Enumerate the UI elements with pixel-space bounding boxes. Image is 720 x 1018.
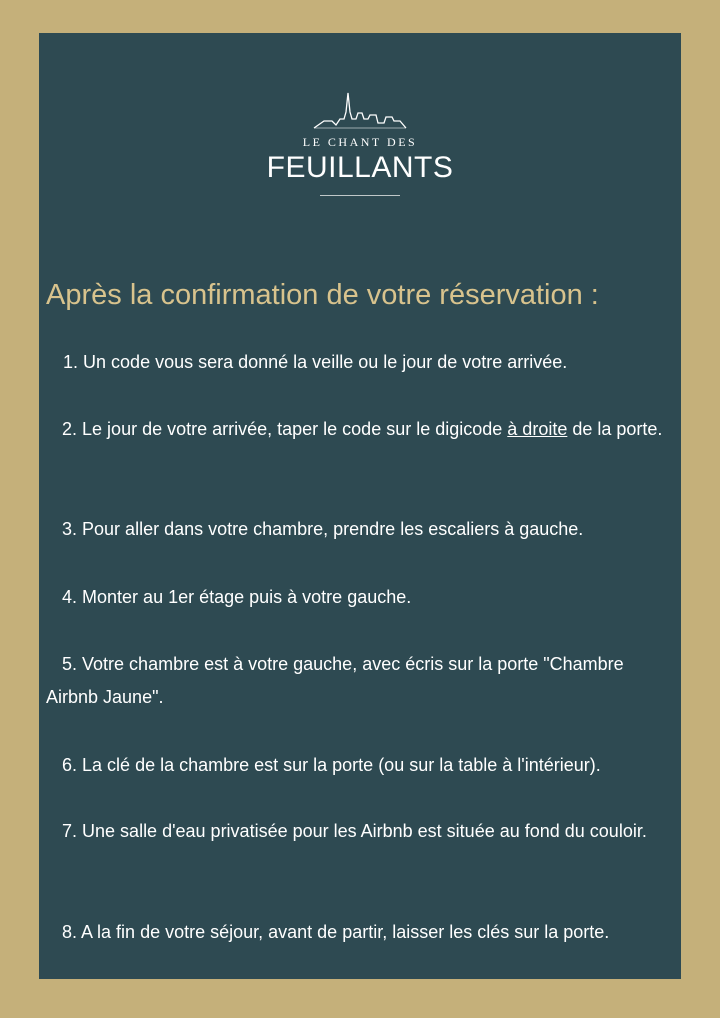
logo-line-big: FEUILLANTS (266, 151, 454, 184)
logo-divider (320, 195, 400, 196)
step-4 (46, 581, 674, 614)
step-1 (46, 346, 674, 379)
step-8 (46, 916, 674, 949)
step-number: 3. (62, 519, 78, 539)
step-text: Pour aller dans votre chambre, prendre les escaliers à gauche. (82, 519, 584, 539)
step-6 (46, 749, 674, 782)
logo-line-small: LE CHANT DES (302, 135, 418, 149)
step-number: 4. (62, 587, 78, 607)
step-text: La clé de la chambre est sur la porte (ou sur la table à l'intérieur). (82, 755, 601, 775)
step-number: 6. (62, 755, 78, 775)
step-number: 5. (62, 654, 78, 674)
instruction-panel (39, 33, 681, 979)
step-text-after: de la porte. (572, 419, 663, 439)
step-text: Monter au 1er étage puis à votre gauche. (82, 587, 412, 607)
step-text: A la fin de votre séjour, avant de partir, laisser les clés sur la porte. (81, 922, 610, 942)
step-2 (46, 413, 674, 446)
skyline-icon (310, 91, 410, 129)
step-text: Une salle d'eau privatisée pour les Airbnb est située au fond du couloir. (82, 821, 647, 841)
step-7 (46, 815, 674, 848)
brand-logo (39, 91, 681, 196)
step-number: 2. (62, 419, 78, 439)
step-text: Le jour de votre arrivée, taper le code sur le digicode (82, 419, 503, 439)
step-number: 8. (62, 922, 78, 942)
page-heading: Après la confirmation de votre réservation : (46, 279, 599, 311)
step-text: Votre chambre est à votre gauche, avec écris sur la porte "Chambre Airbnb Jaune". (46, 654, 624, 707)
step-link: à droite (507, 419, 568, 439)
step-5 (46, 648, 674, 714)
step-number: 1. (63, 352, 79, 372)
step-number: 7. (62, 821, 78, 841)
step-3 (46, 513, 674, 546)
step-text: Un code vous sera donné la veille ou le jour de votre arrivée. (83, 352, 568, 372)
